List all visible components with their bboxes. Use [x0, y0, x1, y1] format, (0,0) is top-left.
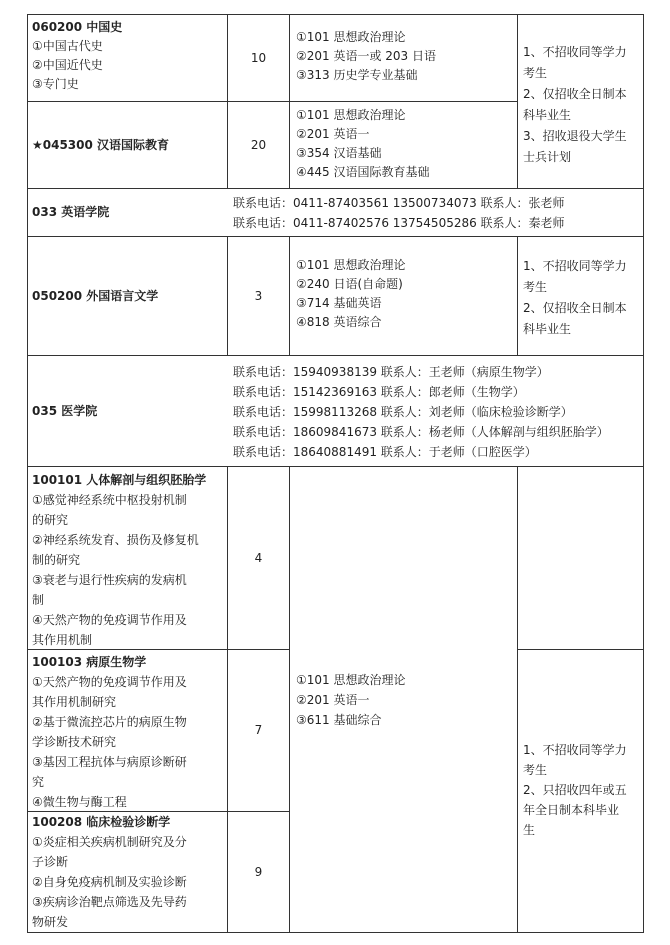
- direction-item: ②基于微流控芯片的病原生物: [32, 715, 187, 729]
- quota-cell: [228, 650, 289, 811]
- direction-item: ①天然产物的免疫调节作用及: [32, 675, 187, 689]
- exam-item: ②201 英语一: [296, 127, 370, 141]
- note-line: 年全日制本科毕业: [523, 803, 620, 817]
- exam-cell: [296, 256, 516, 332]
- notes-cell: [523, 740, 641, 840]
- contact-line: 联系电话：15142369163 联系人：郎老师（生物学）: [233, 385, 525, 399]
- direction-item: ②神经系统发育、损伤及修复机: [32, 533, 199, 547]
- direction-item: ④天然产物的免疫调节作用及: [32, 613, 187, 627]
- direction-item: 究: [32, 775, 45, 789]
- exam-item: ②201 英语一: [296, 693, 370, 707]
- contact-cell: [233, 193, 641, 233]
- contact-line: 联系电话：15940938139 联系人：王老师（病原生物学）: [233, 365, 549, 379]
- major-cell-100103: [32, 652, 226, 812]
- quota-value: 9: [254, 864, 263, 879]
- note-line: 考生: [523, 280, 548, 294]
- note-line: 生: [523, 823, 536, 837]
- note-line: 3、招收退役大学生: [523, 129, 627, 143]
- major-title: 100101 人体解剖与组织胚胎学: [32, 473, 207, 487]
- direction-item: ③疾病诊治靶点筛选及先导药: [32, 895, 187, 909]
- college-name: 033 英语学院: [32, 205, 110, 219]
- exam-item: ①101 思想政治理论: [296, 108, 406, 122]
- direction-item: 制的研究: [32, 553, 81, 567]
- exam-item: ①101 思想政治理论: [296, 258, 406, 272]
- quota-cell: [228, 237, 289, 355]
- major-title: 060200 中国史: [32, 20, 123, 34]
- direction-item: 其作用机制: [32, 633, 93, 647]
- exam-cell: [296, 28, 516, 85]
- direction-item: 制: [32, 593, 45, 607]
- exam-cell: [296, 670, 516, 730]
- exam-item: ①101 思想政治理论: [296, 673, 406, 687]
- exam-item: ①101 思想政治理论: [296, 30, 406, 44]
- exam-item: ②240 日语(自命题): [296, 277, 403, 291]
- direction-item: ②自身免疫病机制及实验诊断: [32, 875, 187, 889]
- major-cell-050200: [32, 237, 226, 355]
- direction-item: ②中国近代史: [32, 58, 103, 72]
- note-line: 考生: [523, 763, 548, 777]
- quota-value: 20: [250, 137, 267, 152]
- direction-item: 其作用机制研究: [32, 695, 117, 709]
- major-cell-045300: [32, 102, 226, 188]
- major-title: 050200 外国语言文学: [32, 288, 159, 303]
- notes-cell: [523, 42, 641, 168]
- quota-cell: [228, 812, 289, 932]
- major-cell-060200: [32, 18, 226, 94]
- note-line: 1、不招收同等学力: [523, 743, 627, 757]
- college-title: [32, 356, 226, 466]
- contact-line: 联系电话：18609841673 联系人：杨老师（人体解剖与组织胚胎学）: [233, 425, 609, 439]
- exam-item: ③611 基础综合: [296, 713, 382, 727]
- direction-item: ④微生物与酶工程: [32, 795, 127, 809]
- direction-item: ①中国古代史: [32, 39, 103, 53]
- note-line: 2、只招收四年或五: [523, 783, 627, 797]
- exam-item: ②201 英语一或 203 日语: [296, 49, 437, 63]
- major-title: ★045300 汉语国际教育: [32, 137, 170, 152]
- exam-item: ③714 基础英语: [296, 296, 382, 310]
- contact-line: 联系电话：18640881491 联系人：于老师（口腔医学）: [233, 445, 537, 459]
- contact-line: 联系电话：15998113268 联系人：刘老师（临床检验诊断学）: [233, 405, 573, 419]
- exam-item: ④818 英语综合: [296, 315, 382, 329]
- major-cell-100101: [32, 470, 226, 650]
- quota-cell: [228, 102, 289, 188]
- quota-cell: [228, 467, 289, 649]
- exam-item: ④445 汉语国际教育基础: [296, 165, 430, 179]
- contact-line: 联系电话：0411-87403561 13500734073 联系人：张老师: [233, 196, 565, 210]
- major-title: 100103 病原生物学: [32, 655, 147, 669]
- direction-item: ③衰老与退行性疾病的发病机: [32, 573, 187, 587]
- direction-item: 子诊断: [32, 855, 69, 869]
- note-line: 科毕业生: [523, 108, 572, 122]
- note-line: 1、不招收同等学力: [523, 259, 627, 273]
- direction-item: 的研究: [32, 513, 69, 527]
- direction-item: 物研发: [32, 915, 69, 929]
- major-cell-100208: [32, 812, 226, 932]
- note-line: 2、仅招收全日制本: [523, 87, 627, 101]
- quota-cell: [228, 15, 289, 101]
- note-line: 2、仅招收全日制本: [523, 301, 627, 315]
- college-name: 035 医学院: [32, 403, 98, 418]
- contact-cell: [233, 362, 641, 462]
- direction-item: ①炎症相关疾病机制研究及分: [32, 835, 187, 849]
- quota-value: 3: [254, 288, 263, 303]
- direction-item: 学诊断技术研究: [32, 735, 117, 749]
- note-line: 科毕业生: [523, 322, 572, 336]
- contact-line: 联系电话：0411-87402576 13754505286 联系人：秦老师: [233, 216, 565, 230]
- quota-value: 10: [250, 50, 267, 65]
- quota-value: 7: [254, 723, 263, 737]
- quota-value: 4: [254, 550, 263, 565]
- exam-cell: [296, 106, 516, 182]
- notes-cell: [523, 256, 641, 340]
- college-title: [32, 189, 226, 236]
- direction-item: ③基因工程抗体与病原诊断研: [32, 755, 187, 769]
- direction-item: ③专门史: [32, 77, 79, 91]
- exam-item: ③313 历史学专业基础: [296, 68, 418, 82]
- major-title: 100208 临床检验诊断学: [32, 815, 171, 829]
- exam-item: ③354 汉语基础: [296, 146, 382, 160]
- note-line: 士兵计划: [523, 150, 572, 164]
- direction-item: ①感觉神经系统中枢投射机制: [32, 493, 187, 507]
- note-line: 1、不招收同等学力: [523, 45, 627, 59]
- note-line: 考生: [523, 66, 548, 80]
